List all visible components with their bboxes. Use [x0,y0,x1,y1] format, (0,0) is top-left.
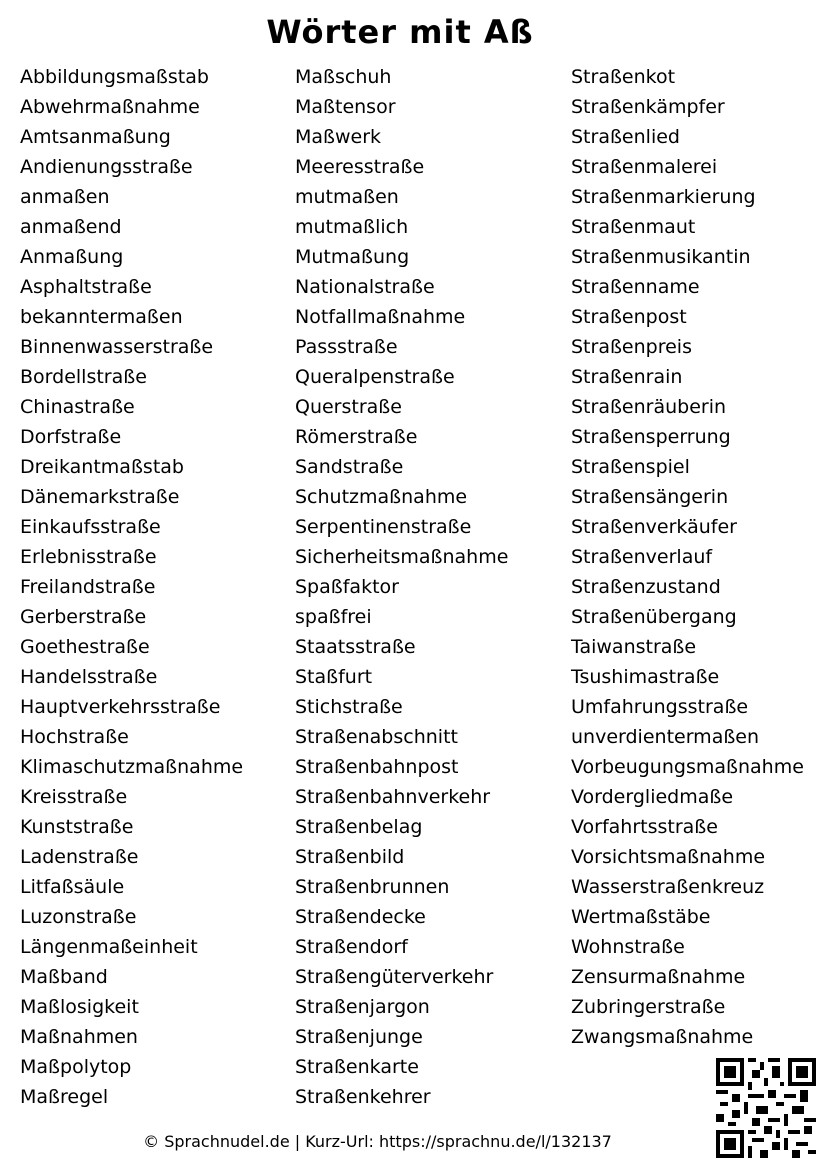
word-item: Einkaufsstraße [20,516,161,538]
word-item: Wohnstraße [571,936,685,958]
word-item: Römerstraße [295,426,418,448]
word-item: Querstraße [295,396,402,418]
word-item: Vorfahrtsstraße [571,816,718,838]
word-item: Dorfstraße [20,426,122,448]
word-item: Maßlosigkeit [20,996,139,1018]
word-item: Andienungsstraße [20,156,193,178]
qr-code-icon [716,1058,816,1158]
word-item: mutmaßlich [295,216,409,238]
word-item: Maßregel [20,1086,109,1108]
word-item: Straßenpost [571,306,687,328]
word-item: Straßendecke [295,906,426,928]
word-item: Vorbeugungsmaßnahme [571,756,804,778]
word-item: Sicherheitsmaßnahme [295,546,509,568]
word-item: Queralpenstraße [295,366,455,388]
word-item: Amtsanmaßung [20,126,171,148]
word-item: mutmaßen [295,186,399,208]
word-item: Abbildungsmaßstab [20,66,209,88]
word-column-1 [20,62,243,1112]
word-item: Abwehrmaßnahme [20,96,200,118]
word-item: Straßenmaut [571,216,696,238]
word-item: Maßpolytop [20,1056,132,1078]
word-item: Meeresstraße [295,156,425,178]
word-item: Wasserstraßenkreuz [571,876,765,898]
word-item: Anmaßung [20,246,124,268]
word-item: anmaßen [20,186,110,208]
word-item: Dänemarkstraße [20,486,180,508]
word-item: Dreikantmaßstab [20,456,184,478]
word-item: Goethestraße [20,636,150,658]
word-item: Straßensperrung [571,426,731,448]
word-item: Handelsstraße [20,666,158,688]
word-item: Zensurmaßnahme [571,966,746,988]
word-item: Taiwanstraße [571,636,697,658]
word-item: Straßenverkäufer [571,516,737,538]
word-item: Sandstraße [295,456,404,478]
word-item: Straßenbahnpost [295,756,459,778]
word-item: Ladenstraße [20,846,139,868]
word-item: Freilandstraße [20,576,156,598]
word-item: Litfaßsäule [20,876,125,898]
word-item: Straßenbelag [295,816,423,838]
word-item: Straßenübergang [571,606,737,628]
word-item: Straßenname [571,276,700,298]
word-item: Straßenbild [295,846,405,868]
word-item: Straßenjunge [295,1026,423,1048]
word-item: Stichstraße [295,696,403,718]
word-item: Straßenlied [571,126,680,148]
word-item: Kreisstraße [20,786,128,808]
word-item: Maßband [20,966,108,988]
word-item: Serpentinenstraße [295,516,472,538]
word-item: Straßenräuberin [571,396,727,418]
word-item: Maßnahmen [20,1026,138,1048]
word-item: Straßenmusikantin [571,246,751,268]
word-item: Straßenrain [571,366,683,388]
word-item: Staßfurt [295,666,373,688]
word-item: Staatsstraße [295,636,416,658]
word-item: Klimaschutzmaßnahme [20,756,244,778]
word-item: Nationalstraße [295,276,435,298]
word-item: Straßensängerin [571,486,729,508]
word-column-2 [295,62,508,1112]
word-item: Maßschuh [295,66,392,88]
word-item: Mutmaßung [295,246,410,268]
word-item: Hochstraße [20,726,129,748]
word-item: Asphaltstraße [20,276,152,298]
word-item: Längenmaßeinheit [20,936,198,958]
footer-credit: © Sprachnudel.de | Kurz-Url: https://sprachnu.de/l/132137 [143,1132,612,1151]
word-item: bekanntermaßen [20,306,183,328]
word-item: Straßenmalerei [571,156,718,178]
word-item: Maßtensor [295,96,396,118]
word-item: Straßenzustand [571,576,721,598]
word-item: Straßenkehrer [295,1086,431,1108]
word-item: Tsushimastraße [571,666,720,688]
word-item: Notfallmaßnahme [295,306,466,328]
word-item: Erlebnisstraße [20,546,157,568]
word-item: Straßenbahnverkehr [295,786,491,808]
page-title: Wörter mit Aß [266,13,534,51]
word-item: Umfahrungsstraße [571,696,749,718]
word-item: unverdientermaßen [571,726,760,748]
word-item: Bordellstraße [20,366,147,388]
word-item: Straßenkämpfer [571,96,725,118]
word-column-3 [571,62,804,1052]
word-item: Straßenverlauf [571,546,713,568]
word-item: Vorsichtsmaßnahme [571,846,766,868]
word-item: Kunststraße [20,816,134,838]
word-item: Straßengüterverkehr [295,966,494,988]
word-item: Hauptverkehrsstraße [20,696,221,718]
word-item: Straßenpreis [571,336,692,358]
word-item: Vordergliedmaße [571,786,734,808]
word-item: Zwangsmaßnahme [571,1026,754,1048]
word-item: Straßenjargon [295,996,430,1018]
word-item: Chinastraße [20,396,135,418]
word-item: Passstraße [295,336,398,358]
word-item: Gerberstraße [20,606,147,628]
word-item: Spaßfaktor [295,576,399,598]
word-item: anmaßend [20,216,122,238]
word-item: Straßendorf [295,936,408,958]
word-item: Zubringerstraße [571,996,726,1018]
word-item: Luzonstraße [20,906,137,928]
word-item: Straßenabschnitt [295,726,458,748]
word-item: Straßenbrunnen [295,876,450,898]
word-item: Binnenwasserstraße [20,336,214,358]
word-item: spaßfrei [295,606,372,628]
word-item: Maßwerk [295,126,382,148]
word-item: Schutzmaßnahme [295,486,468,508]
word-item: Straßenkarte [295,1056,419,1078]
word-item: Straßenmarkierung [571,186,756,208]
word-item: Straßenspiel [571,456,690,478]
word-item: Straßenkot [571,66,676,88]
word-item: Wertmaßstäbe [571,906,711,928]
